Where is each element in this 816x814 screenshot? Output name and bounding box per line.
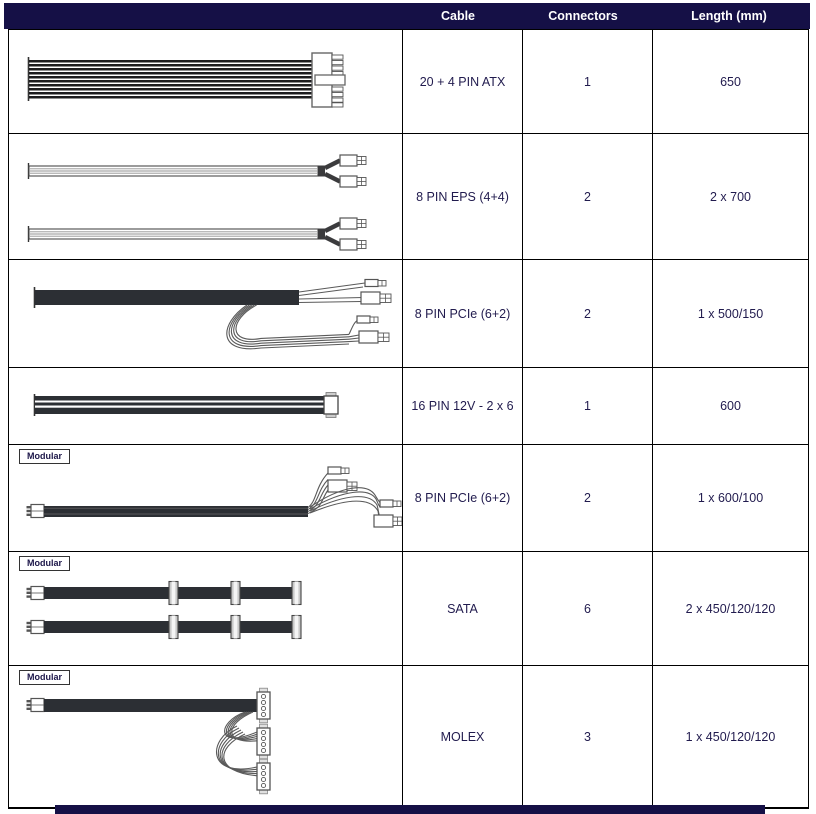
table-row	[9, 445, 809, 552]
cell-cable-name: 16 PIN 12V - 2 x 6	[403, 368, 523, 445]
cell-length: 600	[653, 368, 809, 445]
cell-length: 2 x 700	[653, 134, 809, 260]
modular-badge: Modular	[19, 449, 70, 464]
cell-cable-name: 8 PIN PCIe (6+2)	[403, 260, 523, 368]
cell-illustration	[9, 260, 403, 368]
cell-connectors: 1	[523, 368, 653, 445]
cell-illustration	[9, 30, 403, 134]
modular-badge: Modular	[19, 670, 70, 685]
table-row	[9, 134, 809, 260]
cell-connectors: 2	[523, 134, 653, 260]
spec-table	[8, 29, 809, 809]
bottom-accent-bar	[55, 805, 765, 814]
cell-length: 1 x 600/100	[653, 445, 809, 552]
cell-cable-name: MOLEX	[403, 666, 523, 809]
cell-connectors: 2	[523, 445, 653, 552]
modular-badge: Modular	[19, 556, 70, 571]
cell-cable-name: SATA	[403, 552, 523, 666]
cell-connectors: 3	[523, 666, 653, 809]
16pin-12v-cable-illustration	[9, 368, 402, 444]
col-header-length: Length (mm)	[691, 9, 767, 23]
pcie-daisy-chain-illustration	[9, 260, 402, 367]
modular-molex-cable-illustration	[9, 666, 402, 807]
cell-length: 650	[653, 30, 809, 134]
table-row	[9, 666, 809, 809]
eps-dual-cable-illustration	[9, 134, 402, 259]
cell-cable-name: 8 PIN EPS (4+4)	[403, 134, 523, 260]
cell-length: 2 x 450/120/120	[653, 552, 809, 666]
cell-illustration	[9, 368, 403, 445]
cell-length: 1 x 500/150	[653, 260, 809, 368]
cell-cable-name: 8 PIN PCIe (6+2)	[403, 445, 523, 552]
cell-connectors: 6	[523, 552, 653, 666]
cell-illustration	[9, 552, 403, 666]
col-header-connectors: Connectors	[548, 9, 618, 23]
table-header	[4, 3, 810, 29]
table-row	[9, 552, 809, 666]
table-row	[9, 30, 809, 134]
cell-illustration	[9, 445, 403, 552]
atx-ribbon-cable-illustration	[9, 30, 402, 133]
cell-illustration	[9, 666, 403, 809]
cell-cable-name: 20 + 4 PIN ATX	[403, 30, 523, 134]
col-header-cable: Cable	[440, 9, 476, 23]
table-row	[9, 368, 809, 445]
cell-connectors: 2	[523, 260, 653, 368]
table-row	[9, 260, 809, 368]
cell-illustration	[9, 134, 403, 260]
cell-length: 1 x 450/120/120	[653, 666, 809, 809]
cell-connectors: 1	[523, 30, 653, 134]
